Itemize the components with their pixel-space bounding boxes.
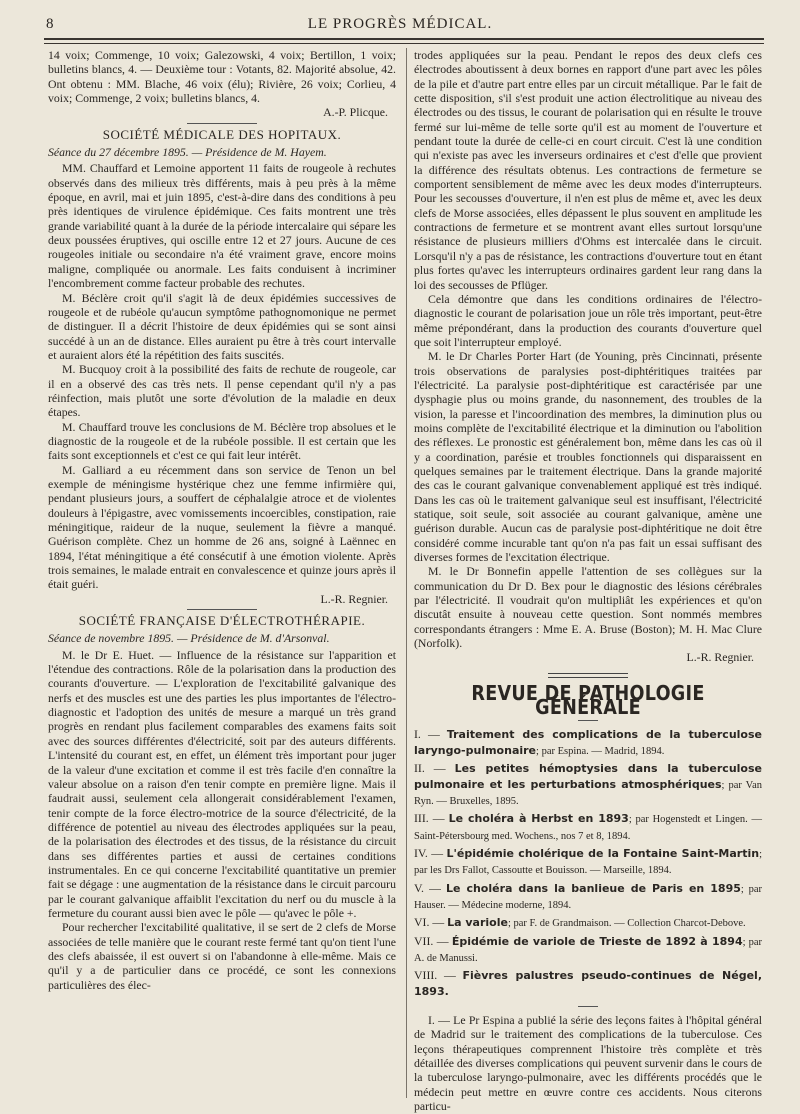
toc-reference: ; par Hauser. — Médecine moderne, 1894. [414,883,762,911]
header-rule [44,38,764,44]
toc-reference: ; par Espina. — Madrid, 1894. [536,745,665,757]
column-divider [406,48,407,1098]
paragraph: 14 voix; Commenge, 10 voix; Galezowski, 4 voix; Bertillon, 1 voix; bulletins blancs, 4. — Deuxième tour : Votants, 82. Majorité absolue, 42. Ont obtenu : MM. Blache, 46 voix (élu); Rivière, 26 voix; Corlieu, 4 voix; Commenge, 2 voix; bulletins blancs, 4. [48,48,396,106]
toc-entry: VII. — Épidémie de variole de Trieste de 1892 à 1894; par A. de Manussi. [414,933,762,964]
toc-reference: ; par A. de Manussi. [414,936,762,964]
paragraph: trodes appliquées sur la peau. Pendant le repos des deux clefs ces électrodes aboutissent à deux bornes en rapport d'une part avec les pôles de la pile et d'autre part entre elles par un circuit métallique. Par le fait de cette disposition, s'il s'est produit une action électrolitique au niveau des électrodes ou des tissus, le courant de polarisation qui en résulte le trouve fermé sur lui-même de telle sorte qu'il est au moment de l'ouverture et pendant toute la durée de celle-ci en court circuit. C'est là une condition qui n'existe pas avec les inverseurs ordinaires et c'est d'elle que provient la différence des résultats obtenus. Les contractions de fermeture se comportent sensiblement de même avec les deux modes d'interrupteurs. Pour les secousses d'ouverture, il n'en est plus de même et, avec les deux clefs de Morse associées, elles dépassent le plus souvent en amplitude les contractions de fermeture et se montrent avant elles surtout lorsqu'une résistance de plusieurs milliers d'Ohms est intercalée dans le circuit. Lorsqu'il n'y a pas de résistance, les contractions d'ouverture tout en étant plus fortes qu'avec les interrupteurs ordinaires gardent leur rang dans la loi des secousses de Pflüger. [414,48,762,292]
paragraph: Pour rechercher l'excitabilité qualitative, il se sert de 2 clefs de Morse associées de telle manière que le courant reste fermé tant qu'on tient l'une des clefs abaissée, il est ouvert si on l'abandonne à elle-même. Mais ce qu'il y a de particulier dans ce procédé, ce sont les connexions particulières des élec- [48,920,396,992]
session-line: Séance de novembre 1895. — Présidence de M. d'Arsonval. [48,631,330,646]
toc-entry: IV. — L'épidémie cholérique de la Fontaine Saint-Martin; par les Drs Fallot, Cassoutte et Bouisson. — Marseille, 1894. [414,845,762,877]
toc-number: V. [414,880,424,895]
toc-title: Épidémie de variole de Trieste de 1892 à 1894 [451,934,743,948]
toc-number: VII. [414,933,434,948]
paragraph: I. — Le Pr Espina a publié la série des leçons faites à l'hôpital général de Madrid sur le traitement des complications de la tuberculose. Ces leçons thérapeutiques comprennent l'histoire très complète et très détaillée des diverses complications qui peuvent survenir dans le cours de la tuberculose laryngo-pulmonaire, avec les différents procédés que le médecin peut mettre en œuvre contre ces accidents. Nous citerons particu- [414,1012,762,1114]
right-column [414,48,762,1113]
signature: L.-R. Regnier. [686,650,754,665]
paragraph: M. le Dr Bonnefin appelle l'attention de ses collègues sur la communication du Dr D. Bex pour le diagnostic des lésions cérébrales par l'électricité. Il voudrait qu'on multipliât les expériences et qu'on discutât ensuite à nouveau cette question. Sont nommés membres correspondants étrangers : Mme E. A. Bruse (Boston); M. H. Mac Clure (Norfolk). [414,564,762,651]
toc-entry: VIII. — Fièvres palustres pseudo-continues de Négel, 1893. [414,968,763,998]
title-rule [578,1006,598,1007]
review-title: REVUE DE PATHOLOGIE GÉNÉRALE [471,680,705,720]
paragraph: M. le Dr Charles Porter Hart (de Youning, près Cincinnati, présente trois observations de paralysies post-diphtéritiques traitées par l'électricité. La paralysie post-diphtéritique est caractérisée par une dysphagie plus ou moins grande, du nasonnement, des troubles de la vision, la paresse et l'incoordination des membres, la diminution plus ou moins complète de l'excitabilité électrique et la diminution ou l'abolition des réflexes. Le pronostic est généralement bon, même dans les cas où il y a coordination, parésie et troubles fonctionnels qui disparaissent en quelques semaines par le traitement électrique. Dans la grande majorité des cas le courant galvanique convenablement appliqué est très indiqué. Dans les cas où le traitement galvanique seul est insuffisant, l'électricité statique, soit seule, soit associée au courant galvanique, amène une guérison durable. Aucun cas de paralysie post-diphtéritique ne doit être considéré comme incurable tant qu'on n'a pas fait un essai suffisant des diverses formes de l'excitation électrique. [414,349,762,565]
paragraph: Cela démontre que dans les conditions ordinaires de l'électro-diagnostic le courant de polarisation joue un rôle très important, peut-être même prépondérant, dans la production des courants d'ouverture quel que soit l'interrupteur employé. [414,291,762,349]
section-rule [187,609,257,610]
toc-number: II. [414,761,425,776]
toc-title: Le choléra dans la banlieue de Paris en 1895 [445,881,741,895]
toc-number: VI. [414,915,430,930]
toc-reference: ; par les Drs Fallot, Cassoutte et Bouisson. — Marseille, 1894. [414,848,762,877]
toc-title: La variole [447,916,508,930]
toc-title: Fièvres palustres pseudo-continues de Négel, 1893. [414,969,763,998]
toc-entry: VI. — La variole; par F. de Grandmaison. — Collection Charcot-Debove. [414,915,746,930]
paragraph: M. Galliard a eu récemment dans son service de Tenon un bel exemple de méningisme hystérique chez une femme infirmière qui, pendant plusieurs jours, a souffert de céphalalgie atroce et de violentes douleurs à l'épigastre, avec vomissements incoercibles, constipation, raie méningitique, raideur de la nuque, seulement la fièvre a manqué. Guérison complète. Chez un homme de 26 ans, soigné à Laënnec en 1894, l'état méningitique a été consécutif à une émotion violente. Après trois semaines, le malade entrait en convalescence et quinze jours après il était guéri. [48,462,396,592]
signature: L.-R. Regnier. [320,591,388,606]
toc-reference: ; par F. de Grandmaison. — Collection Charcot-Debove. [507,918,746,930]
paragraph: M. Bucquoy croit à la possibilité des faits de rechute de rougeole, car il en a observé des cas très nets. Il pense cependant qu'il n'y a pas réinfection, mais plutôt une sorte d'évolution de la maladie en deux étapes. [48,362,396,420]
toc-entry: II. — Les petites hémoptysies dans la tuberculose pulmonaire et les perturbations atmosphériques; par Van Ryn. — Bruxelles, 1895. [414,761,762,807]
toc-title: Le choléra à Herbst en 1893 [448,812,629,826]
section-rule [187,123,257,124]
toc-entry: V. — Le choléra dans la banlieue de Paris en 1895; par Hauser. — Médecine moderne, 1894. [414,880,762,911]
toc-title: L'épidémie cholérique de la Fontaine Saint-Martin [446,846,760,860]
review-contents [414,727,762,1000]
toc-number: VIII. [414,968,438,983]
running-title: LE PROGRÈS MÉDICAL. [307,16,493,32]
toc-number: III. [414,811,429,826]
signature: A.-P. Plicque. [323,105,388,120]
toc-reference: ; par Hogenstedt et Lingen. — Saint-Pétersbourg med. Wochens., nos 7 et 8, 1894. [414,814,762,842]
section-title: SOCIÉTÉ MÉDICALE DES HOPITAUX. [102,126,342,142]
toc-entry: III. — Le choléra à Herbst en 1893; par Hogenstedt et Lingen. — Saint-Pétersbourg med. Wochens., nos 7 et 8, 1894. [414,811,762,842]
page-number: 8 [46,16,54,32]
session-line: Séance du 27 décembre 1895. — Présidence de M. Hayem. [48,145,327,160]
toc-reference: ; par Van Ryn. — Bruxelles, 1895. [414,779,762,807]
section-title: SOCIÉTÉ FRANÇAISE D'ÉLECTROTHÉRAPIE. [78,613,366,629]
paragraph: MM. Chauffard et Lemoine apportent 11 faits de rougeole à rechutes observés dans des milieux très différents, mais à peu près à la même époque, en avril, mai et juin 1895, c'est-à-dire dans des conditions à peu près identiques de virulence épidémique. Ces faits montrent une très grande variabilité quant à la durée de la période intercalaire qui sépare les deux poussées éruptives, qui oscille entre 12 et 27 jours. Aucune de ces rougeoles initiale ou secondaire n'a été vraiment grave, encore moins maligne, compliquée ou anormale. Les faits conduisent à incriminer l'encombrement comme facteur probable des rechutes. [48,161,396,291]
paragraph: M. le Dr E. Huet. — Influence de la résistance sur l'apparition et l'étendue des contractions. Rôle de la polarisation dans la production des courants d'ouverture. — L'exploration de l'excitabilité galvanique des nerfs et des muscles est une des parties les plus importantes de l'électro-diagnostic et l'adoption des unités de mesure a marqué un très grand progrès en rendant plus facilement comparables des examens faits soit avec des sources différentes d'électricité, soit par des auteurs différents. L'intensité du courant est, en effet, un élément très important pour juger de la valeur d'une excitation et comme il est très facile d'en connaître la valeur absolue on a raison d'en tenir compte en première ligne. Mais il faudrait aussi, seulement cela allongerait considérablement l'examen, tenir compte de la force électro-motrice de la source d'électricité, de la différence de potentiel au niveau des électrodes appliquées sur la peau, de la polarisation des électrodes et des tissus, de la résistance du circuit dans ses différentes parties et aussi de certaines conditions instrumentales. En ce qui concerne l'excitabilité quantitative un premier fait se dégage : une augmentation de la résistance dans le circuit parcouru par le courant galvanique affaiblit l'excitation du nerf ou du muscle à la fermeture du courant aussi bien avec le pôle — qu'avec le pôle +. [48,647,396,920]
left-column [48,48,396,992]
toc-number: I. [414,727,421,742]
paragraph: M. Chauffard trouve les conclusions de M. Béclère trop absolues et le diagnostic de la rougeole et de la rubéole possible. Il est certain que les faits sont exceptionnels et c'est ce qui fait leur intérêt. [48,419,396,463]
title-rule [578,720,598,721]
toc-title: Les petites hémoptysies dans la tuberculose pulmonaire et les perturbations atmosphériques [414,762,762,791]
ornamental-rule [548,673,628,678]
toc-entry: I. — Traitement des complications de la tuberculose laryngo-pulmonaire; par Espina. — Madrid, 1894. [414,727,762,757]
toc-title: Traitement des complications de la tuberculose laryngo-pulmonaire [414,728,762,757]
toc-number: IV. [414,845,428,860]
paragraph: M. Béclère croit qu'il s'agit là de deux épidémies successives de rougeole et de rubéole qu'aucun symptôme pathognomonique ne permet de distinguer. Il a décrit l'histoire de deux épidémies qui se sont ainsi succédé à un an de distance. Elles auraient pu être à très court intervalle et auraient alors été la répétition des faits suscités. [48,290,396,362]
